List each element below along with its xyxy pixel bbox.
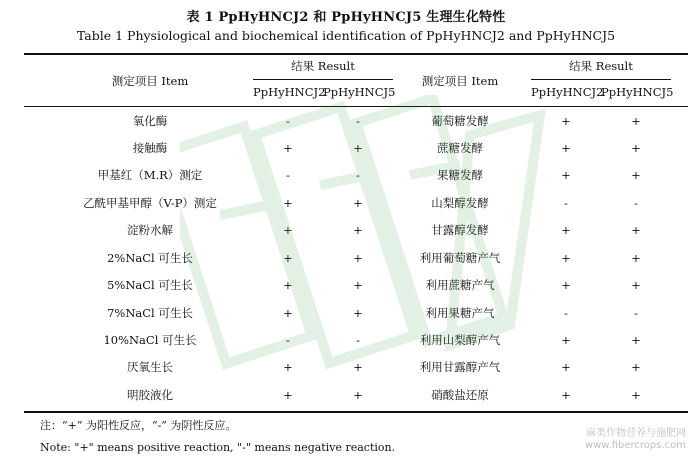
row-result-right-2: +: [631, 223, 641, 237]
header-result-left: 结果 Result: [291, 59, 355, 73]
row-result-left-2: +: [353, 360, 363, 374]
row-result-right-2: +: [631, 388, 641, 402]
row-item-left: 7%NaCl 可生长: [107, 306, 193, 320]
row-item-left: 乙酰甲基甲醇（V-P）测定: [83, 196, 217, 210]
row-item-right: 利用果糖产气: [425, 306, 495, 320]
row-item-left: 明胶液化: [127, 388, 173, 402]
row-result-left-2: +: [353, 306, 363, 320]
row-result-left-1: +: [283, 141, 293, 155]
header-strain2-right: PpHyHNCJ5: [601, 85, 674, 99]
row-result-right-2: +: [631, 278, 641, 292]
note-cn: 注：“+” 为阳性反应，“-” 为阴性反应。: [40, 419, 237, 432]
row-result-left-1: +: [283, 223, 293, 237]
row-item-right: 果糖发酵: [437, 168, 483, 182]
row-result-left-1: -: [286, 114, 290, 128]
row-item-right: 葡萄糖发酵: [431, 114, 489, 128]
row-result-left-2: +: [353, 196, 363, 210]
row-item-left: 5%NaCl 可生长: [107, 278, 193, 292]
row-result-right-1: +: [561, 333, 571, 347]
row-result-right-1: +: [561, 168, 571, 182]
row-item-left: 厌氧生长: [127, 360, 173, 374]
row-result-right-2: +: [631, 168, 641, 182]
row-result-right-1: +: [561, 388, 571, 402]
row-result-left-1: +: [283, 196, 293, 210]
row-result-left-1: +: [283, 388, 293, 402]
header-item-left: 测定项目 Item: [111, 74, 189, 88]
row-result-right-1: +: [561, 114, 571, 128]
row-result-right-2: +: [631, 251, 641, 265]
note-en: Note: "+" means positive reaction, "-" means negative reaction.: [40, 441, 396, 454]
table-title-cn: 表 1 PpHyHNCJ2 和 PpHyHNCJ5 生理生化特性: [186, 10, 506, 25]
row-result-left-2: -: [356, 168, 360, 182]
result-subrule-left: [253, 79, 393, 80]
header-strain2-left: PpHyHNCJ5: [323, 85, 396, 99]
row-result-left-2: +: [353, 251, 363, 265]
row-result-right-1: +: [561, 141, 571, 155]
row-item-right: 利用甘露醇产气: [419, 360, 501, 374]
row-result-left-2: +: [353, 278, 363, 292]
row-result-left-2: -: [356, 333, 360, 347]
row-result-left-1: +: [283, 360, 293, 374]
watermark-site-name: 麻类作物营养与施肥网: [586, 428, 686, 439]
row-item-right: 山梨醇发酵: [431, 196, 489, 210]
watermark-site: [585, 428, 686, 452]
row-result-right-1: +: [561, 360, 571, 374]
row-result-left-1: +: [283, 306, 293, 320]
row-result-left-1: -: [286, 168, 290, 182]
header-strain1-left: PpHyHNCJ2: [253, 85, 326, 99]
table-title-en: Table 1 Physiological and biochemical identification of PpHyHNCJ2 and PpHyHNCJ5: [76, 28, 616, 43]
row-result-left-1: +: [283, 251, 293, 265]
row-item-right: 利用葡萄糖产气: [419, 251, 501, 265]
header-strain1-right: PpHyHNCJ2: [531, 85, 604, 99]
row-item-right: 利用蔗糖产气: [425, 278, 495, 292]
row-result-right-2: +: [631, 360, 641, 374]
row-result-right-2: +: [631, 114, 641, 128]
row-result-left-2: +: [353, 388, 363, 402]
result-subrule-right: [531, 79, 671, 80]
row-result-right-1: +: [561, 278, 571, 292]
row-result-right-1: +: [561, 223, 571, 237]
row-item-right: 蔗糖发酵: [437, 141, 483, 155]
row-item-right: 甘露醇发酵: [431, 223, 489, 237]
row-item-right: 利用山梨醇产气: [419, 333, 501, 347]
row-item-left: 淀粉水解: [127, 223, 173, 237]
row-item-left: 甲基红（M.R）测定: [97, 168, 203, 182]
row-item-left: 10%NaCl 可生长: [103, 333, 197, 347]
row-result-right-1: +: [561, 251, 571, 265]
top-rule: [24, 53, 688, 55]
row-result-right-2: -: [634, 306, 638, 320]
row-result-right-2: -: [634, 196, 638, 210]
row-item-left: 接触酶: [132, 141, 168, 155]
row-result-left-2: +: [353, 223, 363, 237]
row-item-left: 2%NaCl 可生长: [107, 251, 193, 265]
header-result-right: 结果 Result: [569, 59, 633, 73]
row-item-right: 硝酸盐还原: [431, 388, 489, 402]
row-result-right-2: +: [631, 141, 641, 155]
row-result-right-1: -: [564, 196, 568, 210]
row-result-right-2: +: [631, 333, 641, 347]
header-item-right: 测定项目 Item: [421, 74, 499, 88]
row-item-left: 氧化酶: [132, 114, 168, 128]
row-result-left-2: -: [356, 114, 360, 128]
row-result-left-2: +: [353, 141, 363, 155]
row-result-right-1: -: [564, 306, 568, 320]
row-result-left-1: -: [286, 333, 290, 347]
watermark-site-url: www.fibercrops.com: [584, 440, 686, 451]
watermark-logo-mark: [180, 95, 560, 415]
row-result-left-1: +: [283, 278, 293, 292]
